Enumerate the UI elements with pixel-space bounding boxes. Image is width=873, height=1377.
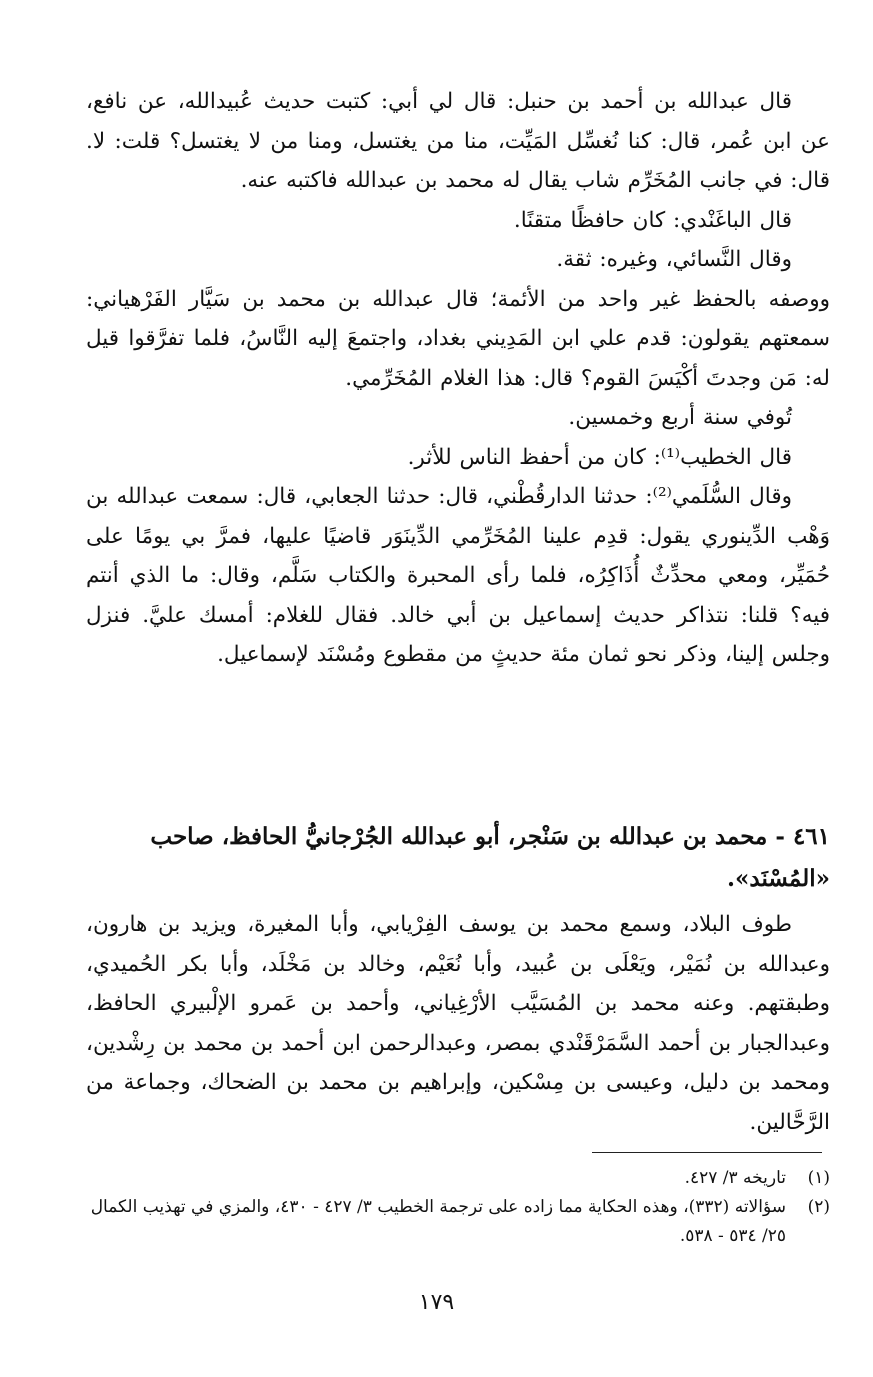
paragraph-praise: ووصفه بالحفظ غير واحد من الأئمة؛ قال عبدالله بن محمد بن سَيَّار الفَرْهياني: سمعتهم يقولون: قدم علي ابن المَدِيني بغداد، واجتمعَ إليه النَّاسُ، فلما تفرَّقوا قيل له: مَن وجدتَ أكْيَسَ القوم؟ قال: هذا الغلام المُخَرِّمي. xyxy=(86,286,830,391)
footnote-number: (٢) xyxy=(807,1197,830,1217)
paragraph-abdullah-ibn-ahmad: قال عبدالله بن أحمد بن حنبل: قال لي أبي: كتبت حديث عُبيدالله، عن نافع، عن ابن عُمر، قال: كنا نُغسِّل المَيِّت، منا من يغتسل، ومنا من لا يغتسل؟ قلت: لا. قال: في جانب المُخَرِّم شاب يقال له محمد بن عبدالله فاكتبه عنه. xyxy=(86,89,830,193)
page-number: ١٧٩ xyxy=(418,1290,455,1315)
footnotes-section xyxy=(86,1164,830,1251)
paragraph-khatib: قال الخطيب⁽¹⁾: كان من أحفظ الناس للأثر. xyxy=(407,444,792,470)
footnote-2 xyxy=(86,1193,830,1251)
paragraph-entry-body: طوف البلاد، وسمع محمد بن يوسف الفِرْيابي، وأبا المغيرة، ويزيد بن هارون، وعبدالله بن نُمَيْر، ويَعْلَى بن عُبيد، وأبا نُعَيْم، وخالد بن مَخْلَد، وأبا بكر الحُميدي، وطبقتهم. وعنه محمد بن المُسَيَّب الأرْغِياني، وأحمد بن عَمرو الإلْبيري الحافظ، وعبدالجبار بن أحمد السَّمَرْقَنْدي بمصر، وعبدالرحمن ابن أحمد بن محمد بن رِشْدين، ومحمد بن دليل، وعيسى بن مِسْكين، وإبراهيم بن محمد بن الضحاك، وجماعة من الرَّحَّالين. xyxy=(86,912,830,1135)
footnote-number: (١) xyxy=(807,1168,830,1188)
paragraph-death: تُوفي سنة أربع وخمسين. xyxy=(568,405,792,430)
footnote-text: تاريخه ٣/ ٤٢٧. xyxy=(684,1168,786,1188)
paragraph-sulami: وقال السُّلَمي⁽²⁾: حدثنا الدارقُطْني، قال: حدثنا الجعابي، قال: سمعت عبدالله بن وَهْب الدِّينوري يقول: قدِم علينا المُخَرِّمي الدِّينَوَر قاضيًا عليها، فمرَّ بي يومًا على حُمَيِّر، ومعي محدِّثٌ أُذَاكِرُه، فلما رأى المحبرة والكتاب سَلَّم، وقال: ما الذي أنتم فيه؟ قلنا: نتذاكر حديث إسماعيل بن أبي خالد. فقال للغلام: أمسك عليَّ. فنزل وجلس إلينا، وذكر نحو ثمان مئة حديثٍ من مقطوع ومُسْنَد لإسماعيل. xyxy=(86,484,830,667)
paragraph-baghandi: قال الباغَنْدي: كان حافظًا متقنًا. xyxy=(513,207,792,233)
footnote-1 xyxy=(86,1164,830,1193)
intro-section xyxy=(86,82,830,675)
footnote-separator xyxy=(592,1152,822,1153)
paragraph-nasai: وقال النَّسائي، وغيره: ثقة. xyxy=(556,247,792,272)
footnote-text: سؤالاته (٣٣٢)، وهذه الحكاية مما زاده على ترجمة الخطيب ٣/ ٤٢٧ - ٤٣٠، والمزي في تهذيب الكمال ٢٥/ ٥٣٤ - ٥٣٨. xyxy=(90,1197,786,1246)
entry-section xyxy=(86,905,830,1142)
entry-heading: ٤٦١ - محمد بن عبدالله بن سَنْجر، أبو عبدالله الجُرْجانيُّ الحافظ، صاحب «المُسْنَد». xyxy=(150,823,830,892)
